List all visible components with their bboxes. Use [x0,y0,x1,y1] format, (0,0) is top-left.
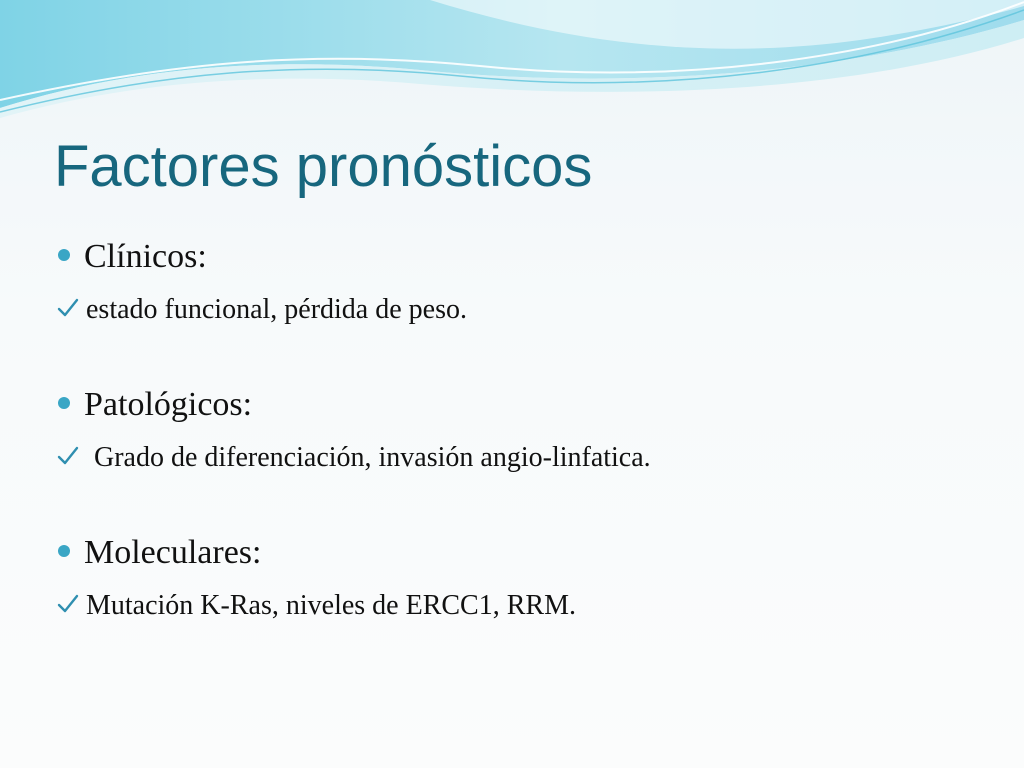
sub-item-text: estado funcional, pérdida de peso. [86,294,467,325]
sub-item [56,436,996,480]
section-patologicos [56,380,996,480]
bullet-item [56,528,996,578]
checkmark-icon [56,296,80,320]
round-bullet-icon [58,397,70,409]
sub-item [56,584,996,628]
round-bullet-icon [58,545,70,557]
bullet-list [56,232,996,676]
sub-item [56,288,996,332]
sub-item-text: Mutación K-Ras, niveles de ERCC1, RRM. [86,590,576,621]
bullet-item [56,380,996,430]
bullet-heading: Patológicos: [84,386,253,423]
round-bullet-icon [58,249,70,261]
slide-title: Factores pronósticos [54,134,593,199]
section-moleculares [56,528,996,628]
bullet-item [56,232,996,282]
checkmark-icon [56,592,80,616]
sub-item-text: Grado de diferenciación, invasión angio-linfatica. [94,442,651,473]
header-wave-decoration [0,0,1024,130]
bullet-heading: Moleculares: [84,534,262,571]
section-clinicos [56,232,996,332]
checkmark-icon [56,444,80,468]
bullet-heading: Clínicos: [84,238,207,275]
